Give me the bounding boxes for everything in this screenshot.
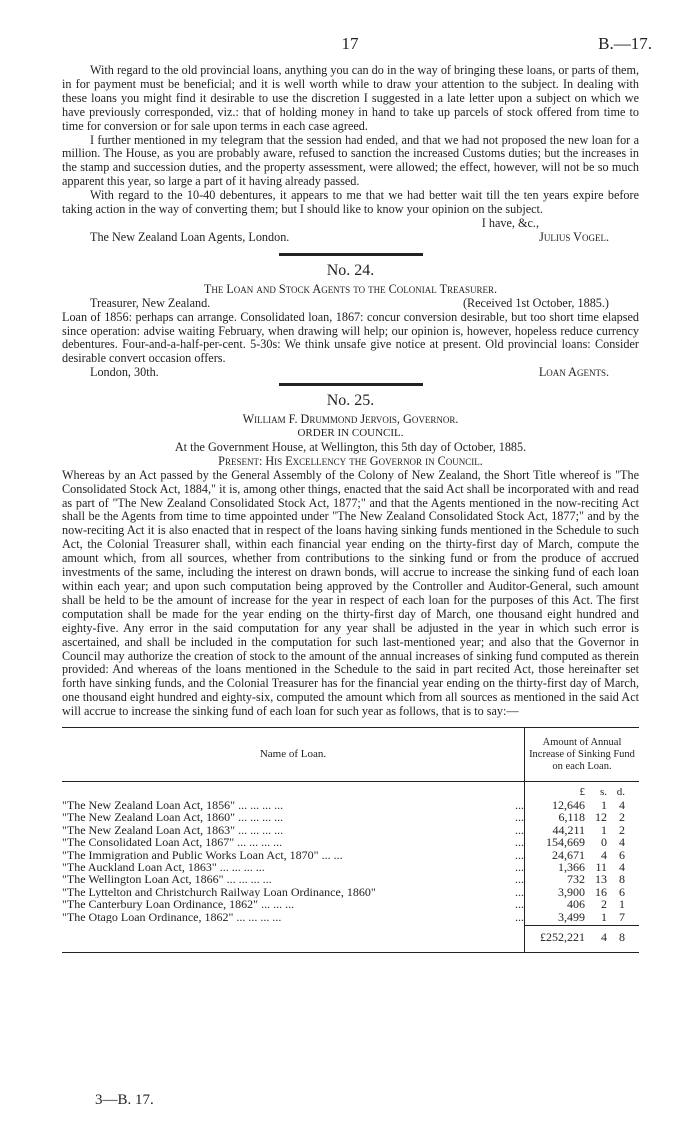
total-pounds: £252,221 bbox=[540, 929, 585, 944]
amount-pounds: 44,211 bbox=[552, 822, 585, 837]
received-date: (Received 1st October, 1885.) bbox=[462, 295, 609, 310]
amount-pence: 4 bbox=[619, 798, 625, 813]
table-row bbox=[62, 849, 524, 861]
amount-pounds: 406 bbox=[567, 897, 585, 912]
amount-shillings: 1 bbox=[601, 909, 607, 924]
amount-shillings: 13 bbox=[595, 872, 607, 887]
amount-shillings: 11 bbox=[595, 860, 607, 875]
amount-row bbox=[525, 873, 639, 885]
loan-name: "The Immigration and Public Works Loan Act, 1870" ... ... bbox=[62, 848, 343, 862]
section-rule bbox=[279, 253, 423, 256]
amount-shillings: 12 bbox=[595, 810, 607, 825]
leader-dots: ... bbox=[515, 872, 524, 887]
amount-pounds: 3,499 bbox=[558, 909, 585, 924]
section-title: The Loan and Stock Agents to the Colonial Treasurer. bbox=[203, 281, 498, 296]
amount-row bbox=[525, 911, 639, 923]
amount-pounds: 3,900 bbox=[558, 884, 585, 899]
table-row bbox=[62, 886, 524, 898]
table-row bbox=[62, 836, 524, 848]
governor-name: William F. Drummond Jervois, Governor. bbox=[242, 412, 459, 427]
order-title: ORDER IN COUNCIL. bbox=[297, 427, 404, 440]
amount-shillings: 0 bbox=[601, 835, 607, 850]
document-body bbox=[62, 64, 639, 953]
amount-row bbox=[525, 836, 639, 848]
leader-dots: ... bbox=[515, 860, 524, 875]
section-rule bbox=[279, 383, 423, 386]
amount-pence: 6 bbox=[619, 847, 625, 862]
amount-pence: 4 bbox=[619, 860, 625, 875]
telegram-place: London, 30th. bbox=[90, 365, 159, 380]
loan-name: "The Lyttelton and Christchurch Railway Loan Ordinance, 1860" bbox=[62, 885, 376, 899]
table-row bbox=[62, 861, 524, 873]
table-row bbox=[62, 824, 524, 836]
loan-amounts bbox=[524, 782, 639, 952]
document-reference: B.—17. bbox=[598, 34, 652, 53]
loan-name: "The Canterbury Loan Ordinance, 1862" ... ... ... bbox=[62, 898, 295, 911]
order-text: Whereas by an Act passed by the General Assembly of the Colony of New Zealand, the Short Title whereof is "The Consolidated Stock Act, 1884," it is, among other things, enacted that the said Act shall be incorporated with and read as part of "The New Zealand Consolidated Stock Act, 1877;" and that the Agents mentioned in the now-reciting Act shall be the Agents from time to time appointed under "The New Zealand Consolidated Stock Act, 1877;" and by the now-reciting Act it is also enacted that in respect of the loans having sinking funds mentioned in the Schedule to such Act, the Colonial Treasurer shall, within each financial year ending on the thirty-first day of March, compute the amount which, from all sources, whether from contributions to the sinking fund or from the produce of accrued investments of the same, including the interest on drawn bonds, will accrue to increase the sinking fund of each loan within each year; and upon such computation being approved by the Controller and Auditor-General, such amount shall be held to be the amount of increase for the year in respect of each loan for the purposes of this Act. The first computation shall be made for the year ending on the thirty-first day of March, one thousand eight hundred and eighty-five. Any error in the said computation for any year shall be adjusted in the year in which such error is ascertained, and shall be included in the computation for such last-mentioned year; and also that the Governor in Council may authorize the creation of stock to the amount of the annual increases of sinking fund computed as therein provided: And whereas of the loans mentioned in the Schedule to the said in part recited Act, those hereinafter set forth have sinking funds, and the Colonial Treasurer has for the financial year ending on the thirty-first day of March, one thousand eight hundred and eighty-six, computed the amount which from all sources as mentioned in the said Act will accrue to increase the sinking fund of each loan for such year as follows, that is to say:— bbox=[62, 467, 639, 719]
amount-shillings: 16 bbox=[595, 884, 607, 899]
loan-name: "The New Zealand Loan Act, 1860" ... ... ... ... bbox=[62, 811, 284, 824]
amount-pounds: 6,118 bbox=[558, 810, 585, 825]
amount-pence: 6 bbox=[619, 884, 625, 899]
leader-dots: ... bbox=[515, 822, 524, 837]
unit-pounds: £ bbox=[579, 786, 585, 799]
paragraph: I further mentioned in my telegram that the session had ended, and that we had not proposed the new loan for a million. The House, as you are probably aware, refused to sanction the increased Customs duties; but the increases in the stamp and succession duties, and the property assessment, were allowed; the effect, however, will not be so much apparent this year, so large a part of it having already passed. bbox=[62, 132, 639, 189]
loan-names bbox=[62, 782, 524, 952]
total-row bbox=[525, 925, 639, 944]
table-row bbox=[62, 898, 524, 910]
table-row bbox=[62, 811, 524, 823]
amount-row bbox=[525, 898, 639, 910]
table-row bbox=[62, 799, 524, 811]
telegram-text: Loan of 1856: perhaps can arrange. Consolidated loan, 1867: concur conversion desirable, but too short time elapsed since operation: advise waiting February, when drawing will help; our opinion is, however, hopeless reduce currency debentures. Four-and-a-half-per-cent. 5-30s: We think unsafe give notice at present. Old provincial loans: Consider desirable convert occasion offers. bbox=[62, 309, 639, 366]
leader-dots: ... bbox=[515, 847, 524, 862]
leader-dots: ... bbox=[515, 897, 524, 912]
amount-pounds: 12,646 bbox=[552, 798, 585, 813]
unit-pence: d. bbox=[616, 786, 625, 799]
section-number: No. 25. bbox=[326, 392, 375, 410]
amount-pence: 1 bbox=[619, 897, 625, 912]
amount-pence: 2 bbox=[619, 810, 625, 825]
page-number: 17 bbox=[341, 34, 359, 53]
unit-shillings: s. bbox=[599, 786, 607, 799]
loan-name: "The New Zealand Loan Act, 1856" ... ... ... ... bbox=[62, 799, 284, 812]
leader-dots: ... bbox=[515, 884, 524, 899]
addressee: The New Zealand Loan Agents, London. bbox=[90, 229, 290, 244]
amount-pence: 2 bbox=[619, 822, 625, 837]
amount-pounds: 24,671 bbox=[552, 847, 585, 862]
order-location: At the Government House, at Wellington, this 5th day of October, 1885. bbox=[174, 439, 527, 454]
amount-row bbox=[525, 811, 639, 823]
amount-pence: 8 bbox=[619, 872, 625, 887]
amount-shillings: 1 bbox=[601, 798, 607, 813]
paragraph: With regard to the old provincial loans, anything you can do in the way of bringing these loans, or parts of them, in for payment must be beneficial; and it is well worth while to draw your attention to the subject. In dealing with these loans you might find it desirable to use the discretion I suggested in a late letter upon a subject on which we have previously corresponded, viz.: that of holding money in hand to take up parcels of stock offered from time to time for conversion or for sale upon terms in each case agreed. bbox=[62, 63, 639, 133]
column-header-name: Name of Loan. bbox=[259, 747, 327, 760]
amount-pounds: 732 bbox=[567, 872, 585, 887]
leader-dots: ... bbox=[515, 798, 524, 813]
amount-shillings: 4 bbox=[601, 847, 607, 862]
section-number: No. 24. bbox=[326, 261, 375, 279]
closing: I have, &c., bbox=[481, 215, 539, 230]
total-pence: 8 bbox=[619, 929, 625, 944]
table-row bbox=[62, 873, 524, 885]
amount-pounds: 154,669 bbox=[546, 835, 585, 850]
paragraph: With regard to the 10-40 debentures, it appears to me that we had better wait till the ten years expire before taking action in the way of converting them; but I should like to know your opinion on the subject. bbox=[62, 188, 639, 217]
column-header-amount: Amount of Annual Increase of Sinking Fund on each Loan. bbox=[524, 728, 639, 781]
amount-pounds: 1,366 bbox=[558, 860, 585, 875]
leader-dots: ... bbox=[515, 835, 524, 850]
amount-shillings: 2 bbox=[601, 897, 607, 912]
signature-mark: 3—B. 17. bbox=[95, 1092, 154, 1108]
loan-name: "The Wellington Loan Act, 1866" ... ... ... ... bbox=[62, 873, 272, 886]
signature: Loan Agents. bbox=[538, 365, 609, 380]
amount-shillings: 1 bbox=[601, 822, 607, 837]
total-shillings: 4 bbox=[601, 929, 607, 944]
signature: Julius Vogel. bbox=[539, 229, 609, 244]
loan-table bbox=[62, 727, 639, 953]
order-present: Present: His Excellency the Governor in Council. bbox=[218, 453, 483, 468]
table-row bbox=[62, 911, 524, 923]
leader-dots: ... bbox=[515, 909, 524, 924]
loan-name: "The Auckland Loan Act, 1863" ... ... ... ... bbox=[62, 861, 265, 874]
amount-pence: 4 bbox=[619, 835, 625, 850]
loan-name: "The Otago Loan Ordinance, 1862" ... ... ... ... bbox=[62, 910, 282, 923]
telegram-to: Treasurer, New Zealand. bbox=[90, 295, 211, 310]
amount-pence: 7 bbox=[619, 909, 625, 924]
loan-name: "The New Zealand Loan Act, 1863" ... ... ... ... bbox=[62, 823, 284, 837]
loan-name: "The Consolidated Loan Act, 1867" ... ... ... ... bbox=[62, 836, 283, 849]
leader-dots: ... bbox=[515, 810, 524, 825]
